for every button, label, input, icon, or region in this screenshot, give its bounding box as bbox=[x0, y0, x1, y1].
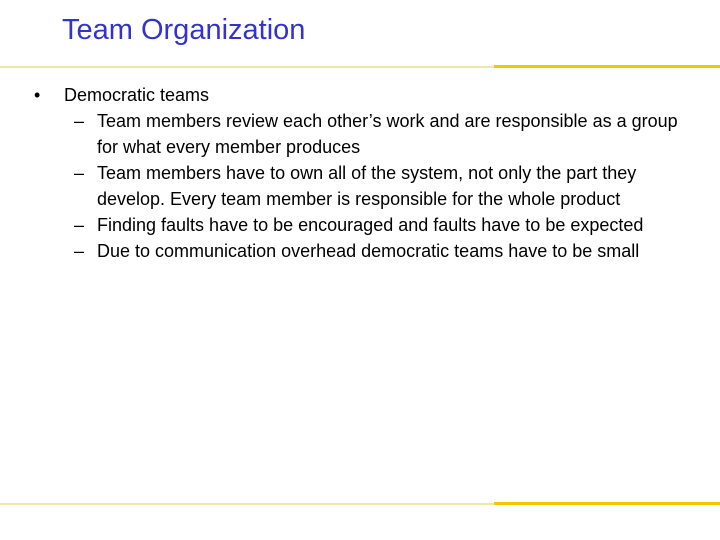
dash-marker: – bbox=[74, 163, 85, 183]
dash-marker: – bbox=[74, 215, 85, 235]
sub-bullet-text: Team members review each other’s work and are responsible as a group for what every member produces bbox=[97, 111, 678, 157]
sub-bullet-text: Team members have to own all of the system, not only the part they develop. Every team member is responsible for the whole product bbox=[97, 163, 637, 209]
dash-marker: – bbox=[74, 111, 85, 131]
sub-bullet-list bbox=[74, 108, 694, 264]
title-divider-accent bbox=[494, 65, 720, 68]
sub-bullet-item bbox=[74, 108, 694, 160]
sub-bullet-item bbox=[74, 238, 694, 264]
footer-divider-accent bbox=[494, 502, 720, 505]
footer-divider bbox=[0, 503, 720, 505]
dash-marker: – bbox=[74, 241, 85, 261]
sub-bullet-item bbox=[74, 160, 694, 212]
bullet-text: Democratic teams bbox=[64, 85, 210, 105]
sub-bullet-text: Finding faults have to be encouraged and faults have to be expected bbox=[97, 215, 644, 235]
bullet-marker: • bbox=[34, 85, 41, 105]
slide-title: Team Organization bbox=[62, 14, 306, 46]
title-divider bbox=[0, 66, 720, 68]
sub-bullet-item bbox=[74, 212, 694, 238]
sub-bullet-text: Due to communication overhead democratic teams have to be small bbox=[97, 241, 640, 261]
